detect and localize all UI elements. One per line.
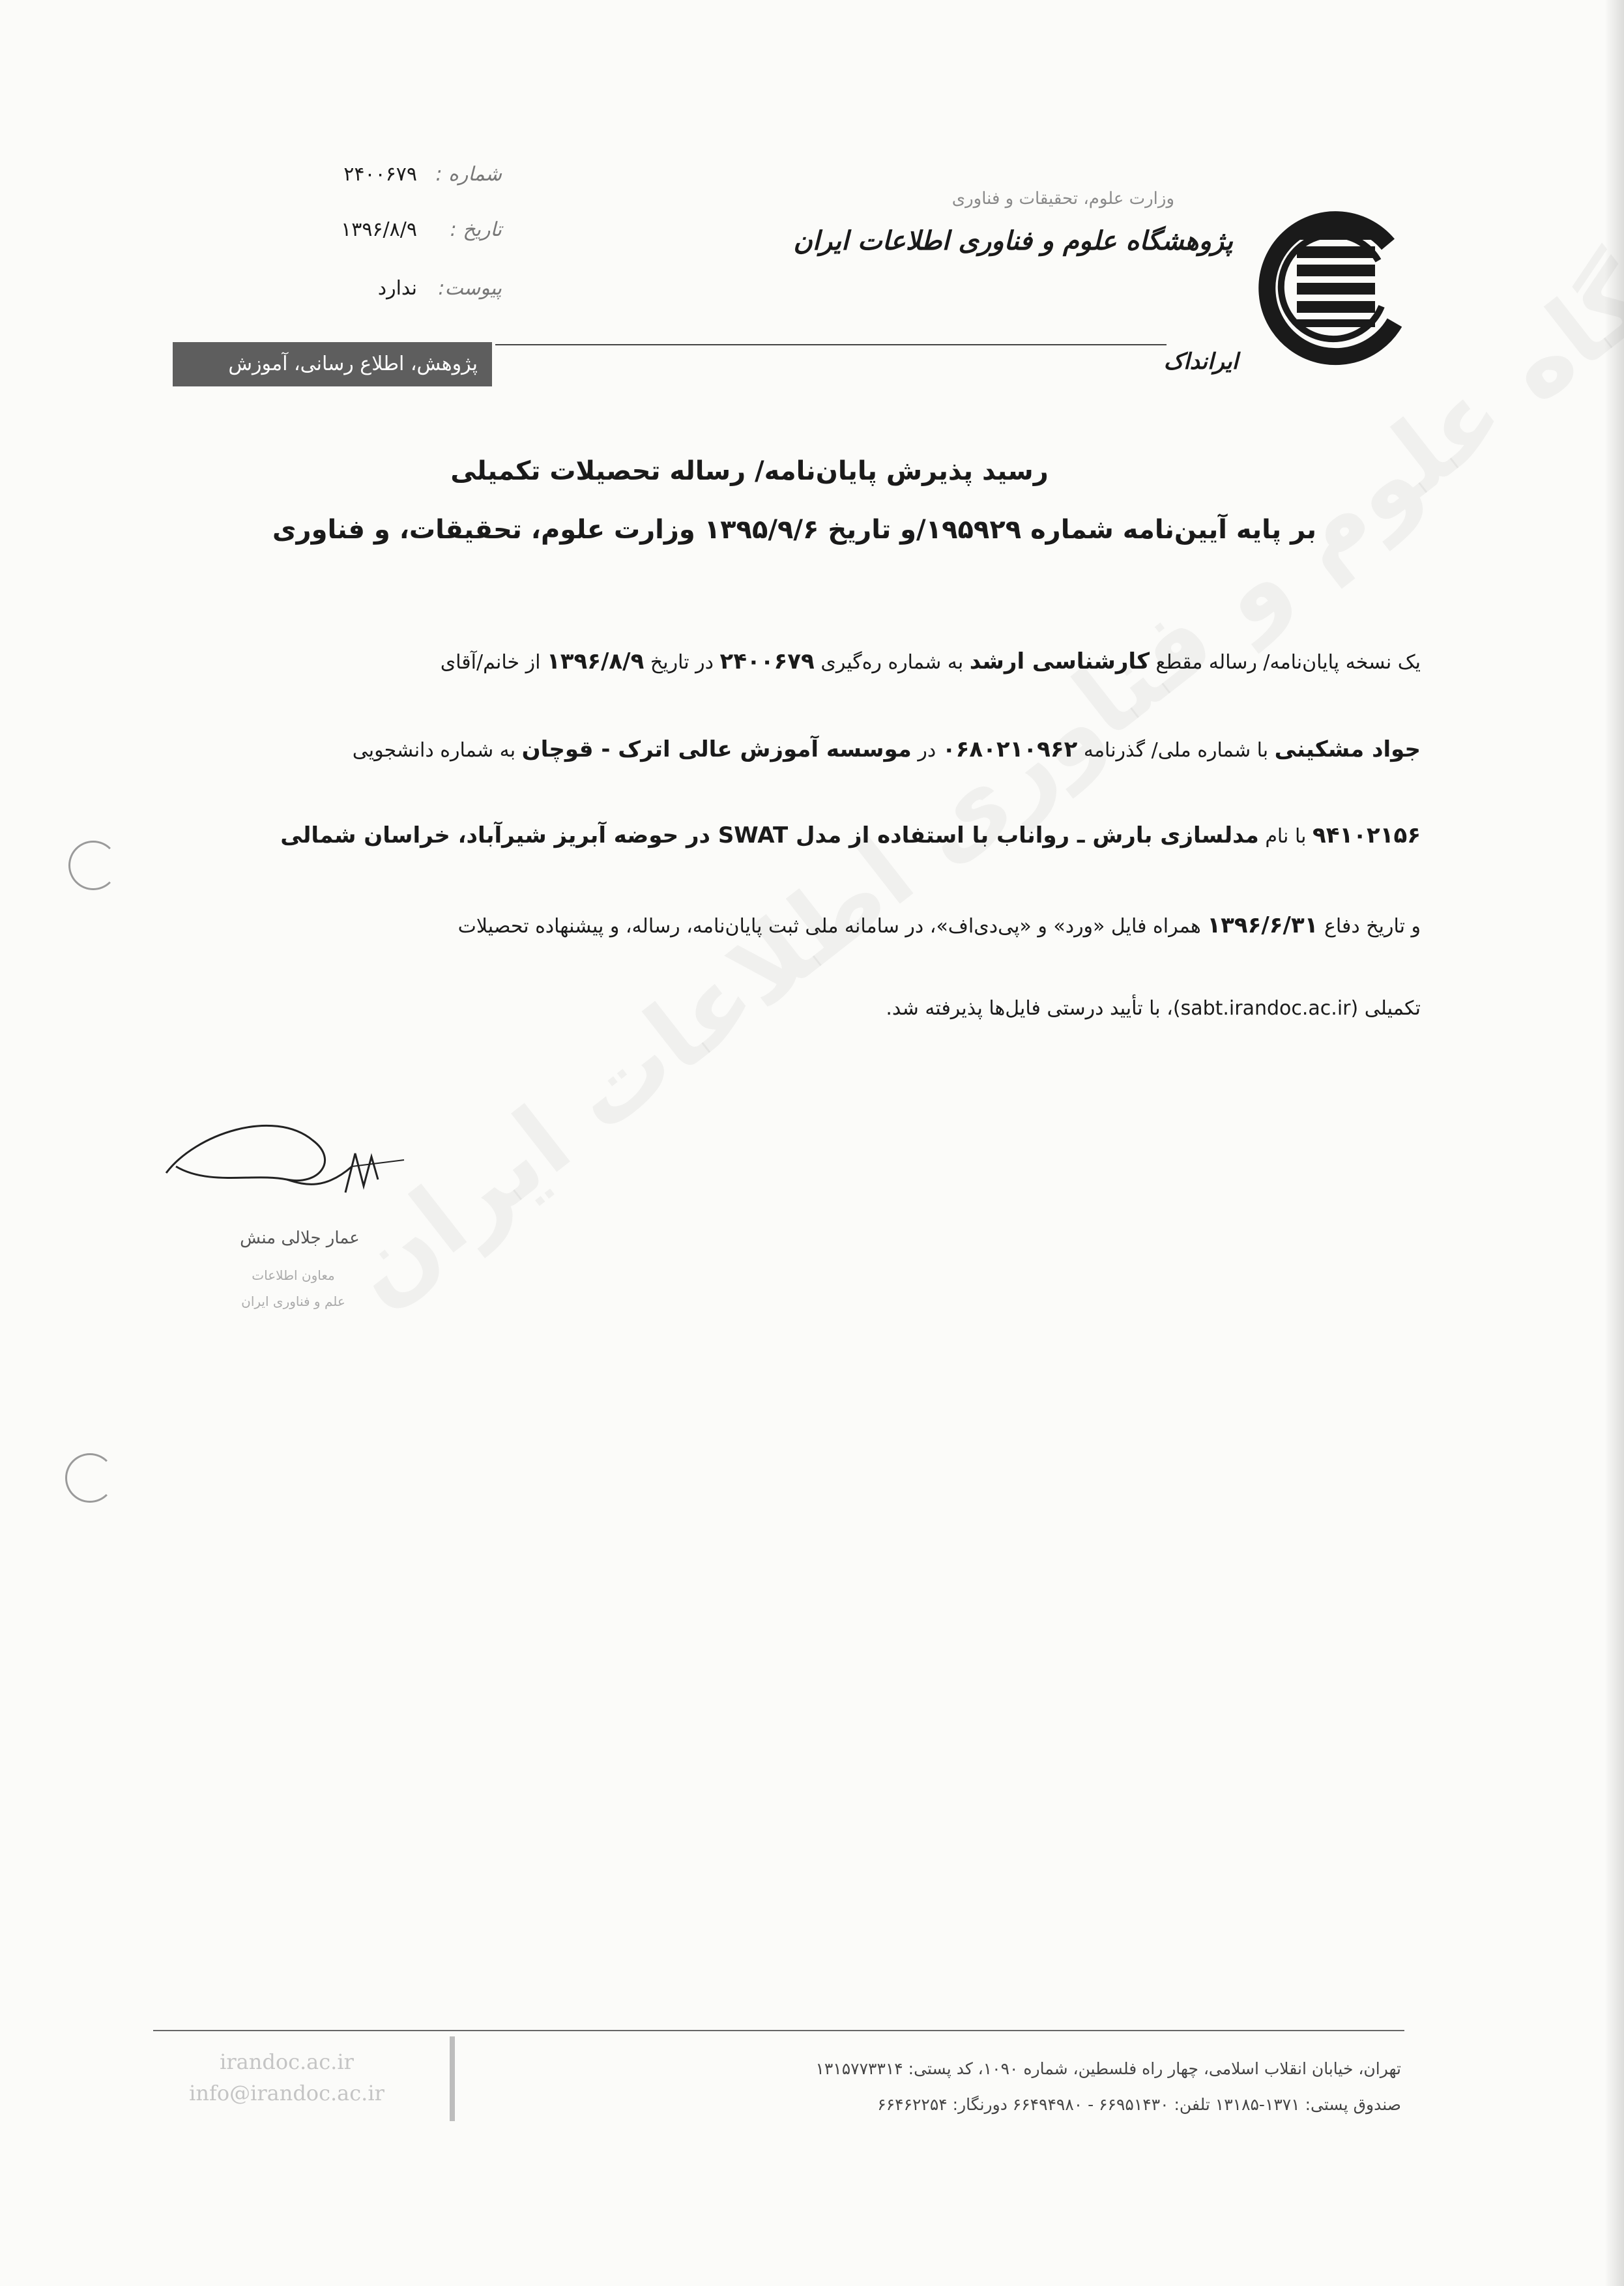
text: و تاریخ دفاع: [1324, 915, 1421, 938]
handwritten-signature: [156, 1095, 443, 1219]
org-name: پژوهشگاه علوم و فناوری اطلاعات ایران: [793, 225, 1233, 256]
text: به شماره ره‌گیری: [820, 651, 964, 674]
number-value: ۲۴۰۰۶۷۹: [343, 163, 417, 186]
signer-org: علم و فناوری ایران: [241, 1294, 345, 1309]
header-rule: [495, 344, 1167, 345]
date-value: ۱۳۹۶/۸/۹: [341, 218, 417, 241]
text: از خانم/آقای: [440, 651, 541, 674]
attachment-label: پیوست:: [438, 277, 502, 300]
signer-role: معاون اطلاعات: [252, 1267, 335, 1283]
footer-website: irandoc.ac.ir: [220, 2049, 354, 2074]
text: در: [918, 739, 936, 762]
text: با نام: [1265, 825, 1307, 848]
org-header: [764, 189, 1233, 256]
footer-email: info@irandoc.ac.ir: [189, 2081, 384, 2105]
text: به شماره دانشجویی: [352, 739, 516, 762]
text: همراه فایل «ورد» و «پی‌دی‌اف»، در سامانه ملی ثبت پایان‌نامه، رساله، و پیشنهاده تحصیلات: [457, 915, 1201, 938]
text: در تاریخ: [650, 651, 714, 674]
thesis-title: مدلسازی بارش ـ رواناب با استفاده از مدل SWAT در حوضه آبریز شیرآباد، خراسان شمالی: [280, 822, 1259, 848]
footer-address: تهران، خیابان انقلاب اسلامی، چهار راه فلسطین، شماره ۱۰۹۰، کد پستی: ۱۳۱۵۷۷۳۳۱۴: [815, 2059, 1401, 2078]
doc-title: رسید پذیرش پایان‌نامه/ رساله تحصیلات تکمیلی: [450, 456, 1049, 486]
department-bar: پژوهش، اطلاع رسانی، آموزش: [173, 342, 492, 386]
defense-date: ۱۳۹۶/۶/۳۱: [1207, 912, 1318, 938]
receipt-date: ۱۳۹۶/۸/۹: [547, 648, 645, 674]
attachment-value: ندارد: [377, 277, 417, 300]
degree-value: کارشناسی ارشد: [969, 648, 1150, 674]
tracking-number: ۲۴۰۰۶۷۹: [719, 648, 815, 674]
body-line-1: [160, 648, 1421, 674]
body-line-2: [160, 736, 1421, 762]
footer-separator: [450, 2036, 455, 2121]
doc-subtitle: بر پایه آیین‌نامه شماره ۱۹۵۹۲۹/و تاریخ ۱۳۹۵/۹/۶ وزارت علوم، تحقیقات، و فناوری: [272, 515, 1316, 545]
student-name: جواد مشکینی: [1274, 736, 1421, 762]
text: یک نسخه پایان‌نامه/ رساله مقطع: [1155, 651, 1421, 674]
text: با شماره ملی/ گذرنامه: [1083, 739, 1269, 762]
institution-name: موسسه آموزش عالی اترک - قوچان: [521, 736, 912, 762]
date-label: تاریخ :: [450, 218, 502, 241]
org-abbr: ایرانداک: [1163, 349, 1238, 375]
body-line-3: [160, 822, 1421, 848]
student-number: ۹۴۱۰۲۱۵۶: [1312, 822, 1421, 848]
punch-hole-top: [68, 841, 118, 890]
body-line-4: [160, 912, 1421, 938]
footer-phones: صندوق پستی: ۱۳۷۱-۱۳۱۸۵ تلفن: ۶۶۹۵۱۴۳۰ - ۶۶۴۹۴۹۸۰ دورنگار: ۶۶۴۶۲۲۵۴: [877, 2095, 1401, 2114]
ministry-line: وزارت علوم، تحقیقات و فناوری: [951, 189, 1174, 209]
punch-hole-bottom: [65, 1453, 115, 1503]
signer-name: عمار جلالی منش: [240, 1228, 360, 1248]
footer-contact: [176, 2046, 398, 2109]
number-label: شماره :: [435, 163, 502, 186]
national-id: ۰۶۸۰۲۱۰۹۶۲: [942, 736, 1078, 762]
irandoc-logo-icon: [1254, 182, 1424, 371]
body-line-5: تکمیلی (sabt.irandoc.ac.ir)، با تأیید درستی فایل‌ها پذیرفته شد.: [886, 997, 1421, 1020]
footer-rule: [153, 2030, 1404, 2031]
